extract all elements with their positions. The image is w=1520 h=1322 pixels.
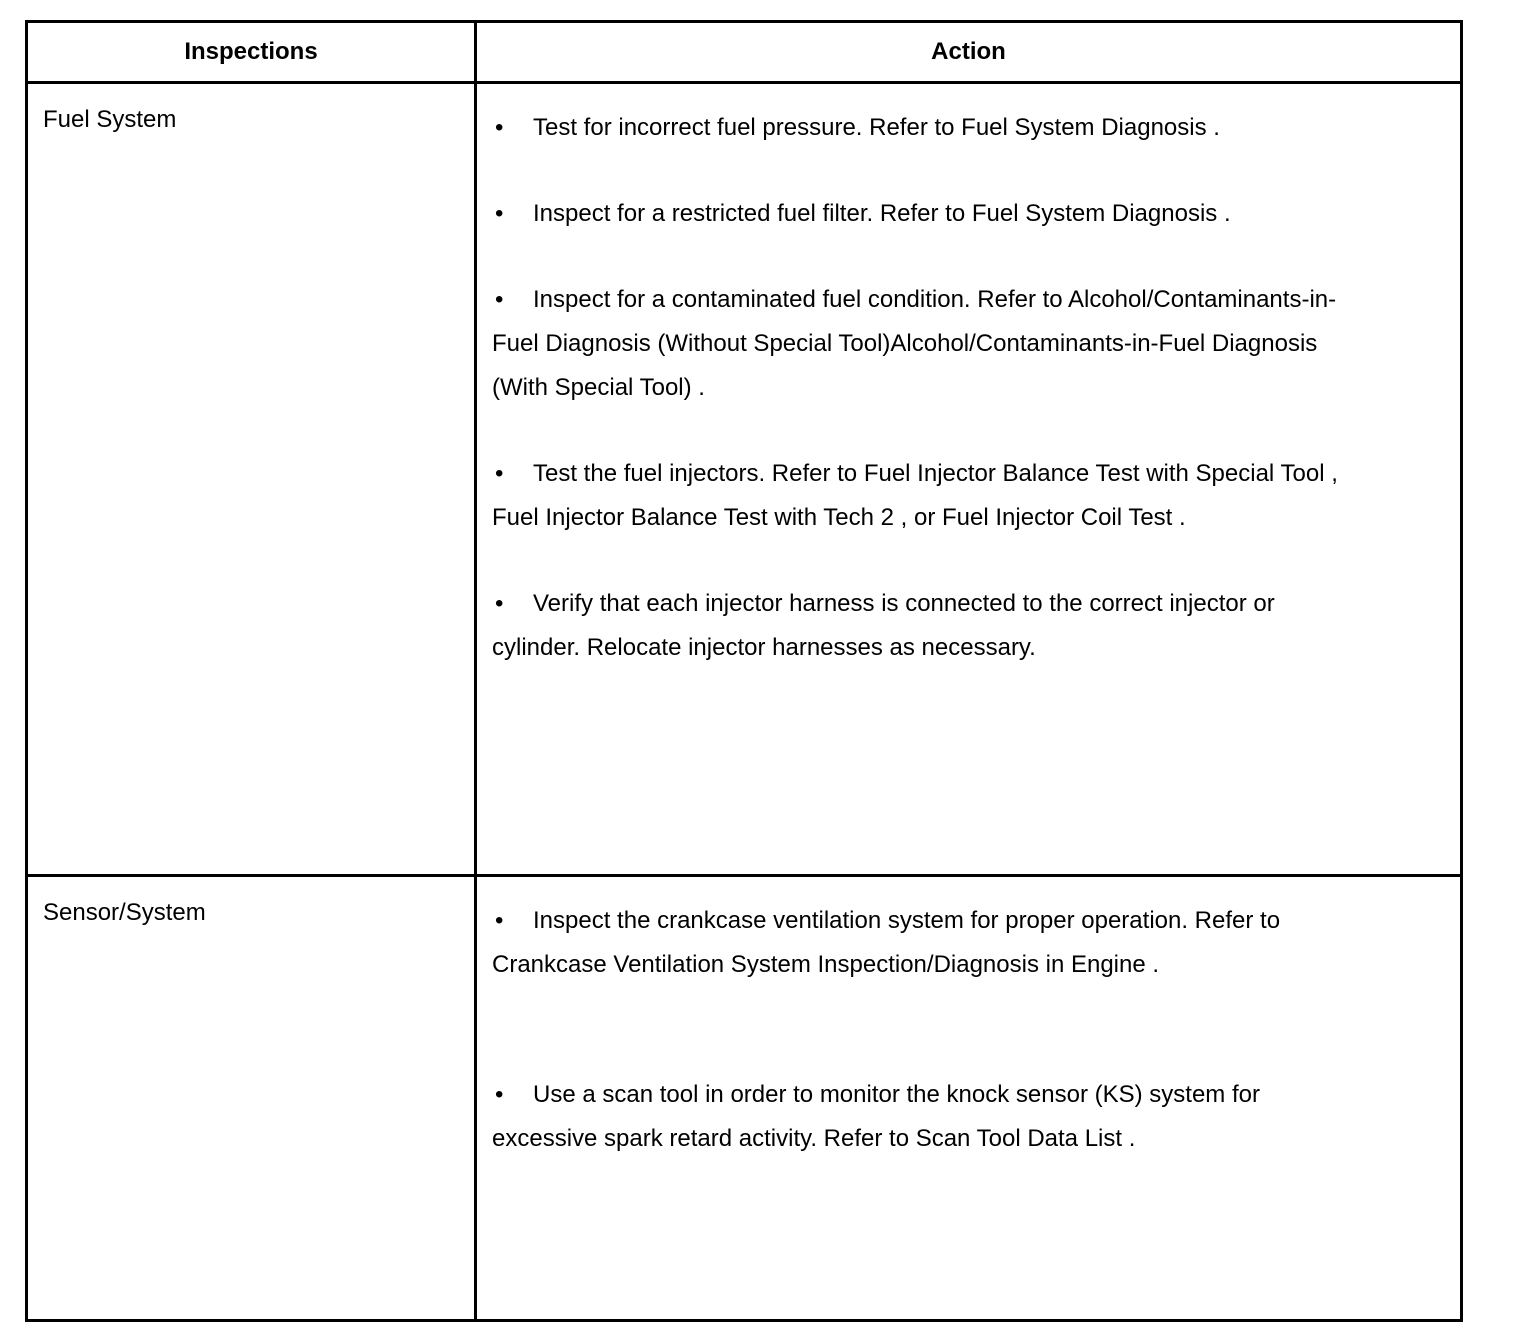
action-cell — [476, 876, 1462, 1321]
action-text: Verify that each injector harness is connected to the correct injector or cylinder. Relocate injector harnesses as necessary. — [492, 590, 1275, 661]
table-header-row — [27, 22, 1462, 83]
bullet-icon: • — [495, 590, 504, 617]
bullet-icon: • — [495, 460, 504, 487]
action-text: Test the fuel injectors. Refer to Fuel Injector Balance Test with Special Tool , Fuel Injector Balance Test with Tech 2 , or Fuel Injector Coil Test . — [492, 460, 1338, 531]
action-list — [492, 106, 1362, 670]
action-text: Inspect the crankcase ventilation system for proper operation. Refer to Crankcase Ventilation System Inspection/Diagnosis in Engine . — [492, 907, 1281, 978]
action-cell — [476, 83, 1462, 876]
action-list — [492, 899, 1362, 1161]
table-row-sensor-system — [27, 876, 1462, 1321]
action-item — [492, 452, 1362, 540]
inspection-table — [25, 20, 1463, 1322]
action-text: Test for incorrect fuel pressure. Refer to Fuel System Diagnosis . — [533, 114, 1220, 141]
action-item — [492, 1073, 1362, 1161]
bullet-icon: • — [495, 200, 504, 227]
action-text: Inspect for a contaminated fuel condition. Refer to Alcohol/Contaminants-in-Fuel Diagnosis (Without Special Tool)Alcohol/Contaminants-in-Fuel Diagnosis (With Special Tool) . — [492, 286, 1337, 401]
action-text: Inspect for a restricted fuel filter. Refer to Fuel System Diagnosis . — [533, 200, 1231, 227]
action-item — [492, 278, 1362, 410]
inspection-cell: Sensor/System — [27, 876, 476, 1321]
action-item — [492, 106, 1362, 150]
inspection-cell: Fuel System — [27, 83, 476, 876]
action-item — [492, 582, 1362, 670]
bullet-icon: • — [495, 1081, 504, 1108]
table-row-fuel-system — [27, 83, 1462, 876]
header-action: Action — [476, 22, 1462, 83]
action-text: Use a scan tool in order to monitor the knock sensor (KS) system for excessive spark retard activity. Refer to Scan Tool Data List . — [492, 1081, 1260, 1152]
action-item — [492, 899, 1362, 987]
bullet-icon: • — [495, 114, 504, 141]
bullet-icon: • — [495, 907, 504, 934]
header-inspections: Inspections — [27, 22, 476, 83]
bullet-icon: • — [495, 286, 504, 313]
action-item — [492, 192, 1362, 236]
